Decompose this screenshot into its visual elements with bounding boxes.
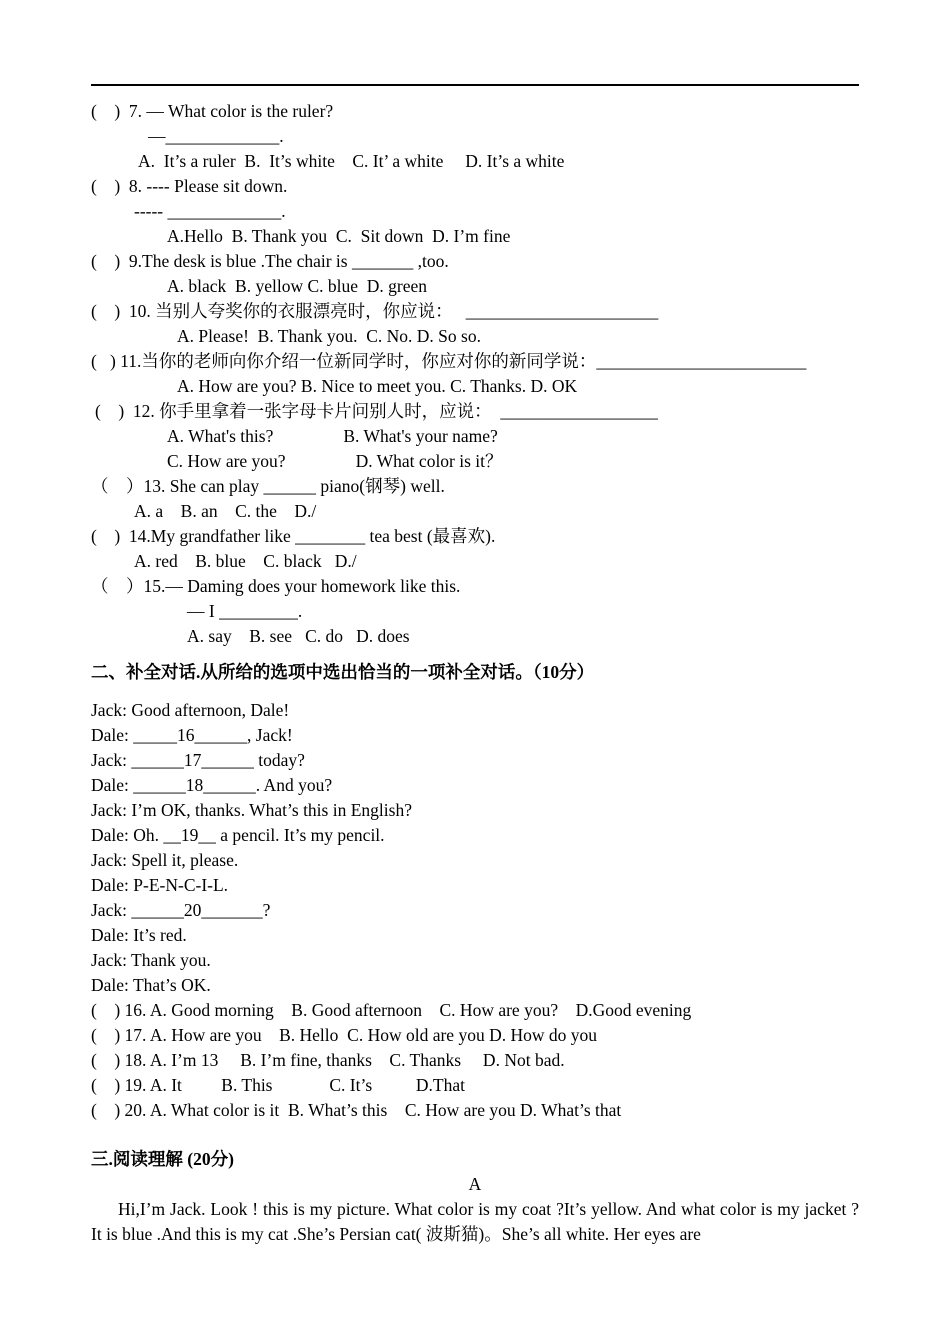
dialogue-line: Jack: Thank you. [91,950,211,970]
dialogue-line: Dale: _____16______, Jack! [91,725,293,745]
section-2-title: 二、补全对话.从所给的选项中选出恰当的一项补全对话。（10分） [91,662,595,682]
question-12-options-row1: A. What's this? B. What's your name? [167,426,498,446]
question-9: ( ) 9.The desk is blue .The chair is _______ ,too. [91,251,449,271]
question-8: ( ) 8. ---- Please sit down. [91,176,288,196]
dialogue-line: Dale: That’s OK. [91,975,211,995]
question-15: （ ）15.— Daming does your homework like this. [91,576,461,596]
question-7: ( ) 7. — What color is the ruler? [91,101,334,121]
question-9-options: A. black B. yellow C. blue D. green [167,276,428,296]
question-7-answer-line: —_____________. [148,126,284,146]
passage-label: A [468,1174,482,1194]
question-8-answer-line: ----- _____________. [134,201,286,221]
dialogue-line: Jack: Spell it, please. [91,850,239,870]
dialogue-line: Jack: ______20_______? [91,900,271,920]
dialogue-line: Jack: ______17______ today? [91,750,305,770]
question-11-options: A. How are you? B. Nice to meet you. C. Thanks. D. OK [177,376,578,396]
question-10-options: A. Please! B. Thank you. C. No. D. So so. [177,326,481,346]
question-14: ( ) 14.My grandfather like ________ tea best (最喜欢). [91,526,496,546]
dialogue-line: Dale: P-E-N-C-I-L. [91,875,229,895]
question-8-options: A.Hello B. Thank you C. Sit down D. I’m fine [167,226,511,246]
question-11: ( ) 11.当你的老师向你介绍一位新同学时，你应对你的新同学说：________________________ [91,351,807,371]
section-3-title: 三.阅读理解 (20分) [91,1149,234,1169]
choice-18: ( ) 18. A. I’m 13 B. I’m fine, thanks C. Thanks D. Not bad. [91,1050,565,1070]
question-15-answer-line: — I _________. [187,601,303,621]
dialogue-line: Jack: Good afternoon, Dale! [91,700,290,720]
question-12-options-row2: C. How are you? D. What color is it？ [167,451,503,471]
question-12: ( ) 12. 你手里拿着一张字母卡片问别人时，应说： __________________ [95,401,658,421]
reading-passage: Hi,I’m Jack. Look ! this is my picture. What color is my coat ?It’s yellow. And what color is my jacket ? It is blue .And this is my cat .She’s Persian cat( 波斯猫)。She’s all white. Her eyes are [91,1199,859,1244]
choice-16: ( ) 16. A. Good morning B. Good afternoon C. How are you? D.Good evening [91,1000,692,1020]
question-10: ( ) 10. 当别人夸奖你的衣服漂亮时，你应说： ______________________ [91,301,659,321]
dialogue-line: Jack: I’m OK, thanks. What’s this in English? [91,800,412,820]
dialogue-line: Dale: Oh. __19__ a pencil. It’s my pencil. [91,825,385,845]
question-13-options: A. a B. an C. the D./ [134,501,317,521]
dialogue-line: Dale: It’s red. [91,925,187,945]
question-7-options: A. It’s a ruler B. It’s white C. It’ a white D. It’s a white [138,151,565,171]
choice-19: ( ) 19. A. It B. This C. It’s D.That [91,1075,465,1095]
dialogue-line: Dale: ______18______. And you? [91,775,333,795]
question-13: （ ）13. She can play ______ piano(钢琴) well. [91,476,445,496]
choice-17: ( ) 17. A. How are you B. Hello C. How old are you D. How do you [91,1025,597,1045]
question-15-options: A. say B. see C. do D. does [187,626,410,646]
header-rule [91,84,859,86]
question-14-options: A. red B. blue C. black D./ [134,551,357,571]
choice-20: ( ) 20. A. What color is it B. What’s this C. How are you D. What’s that [91,1100,622,1120]
